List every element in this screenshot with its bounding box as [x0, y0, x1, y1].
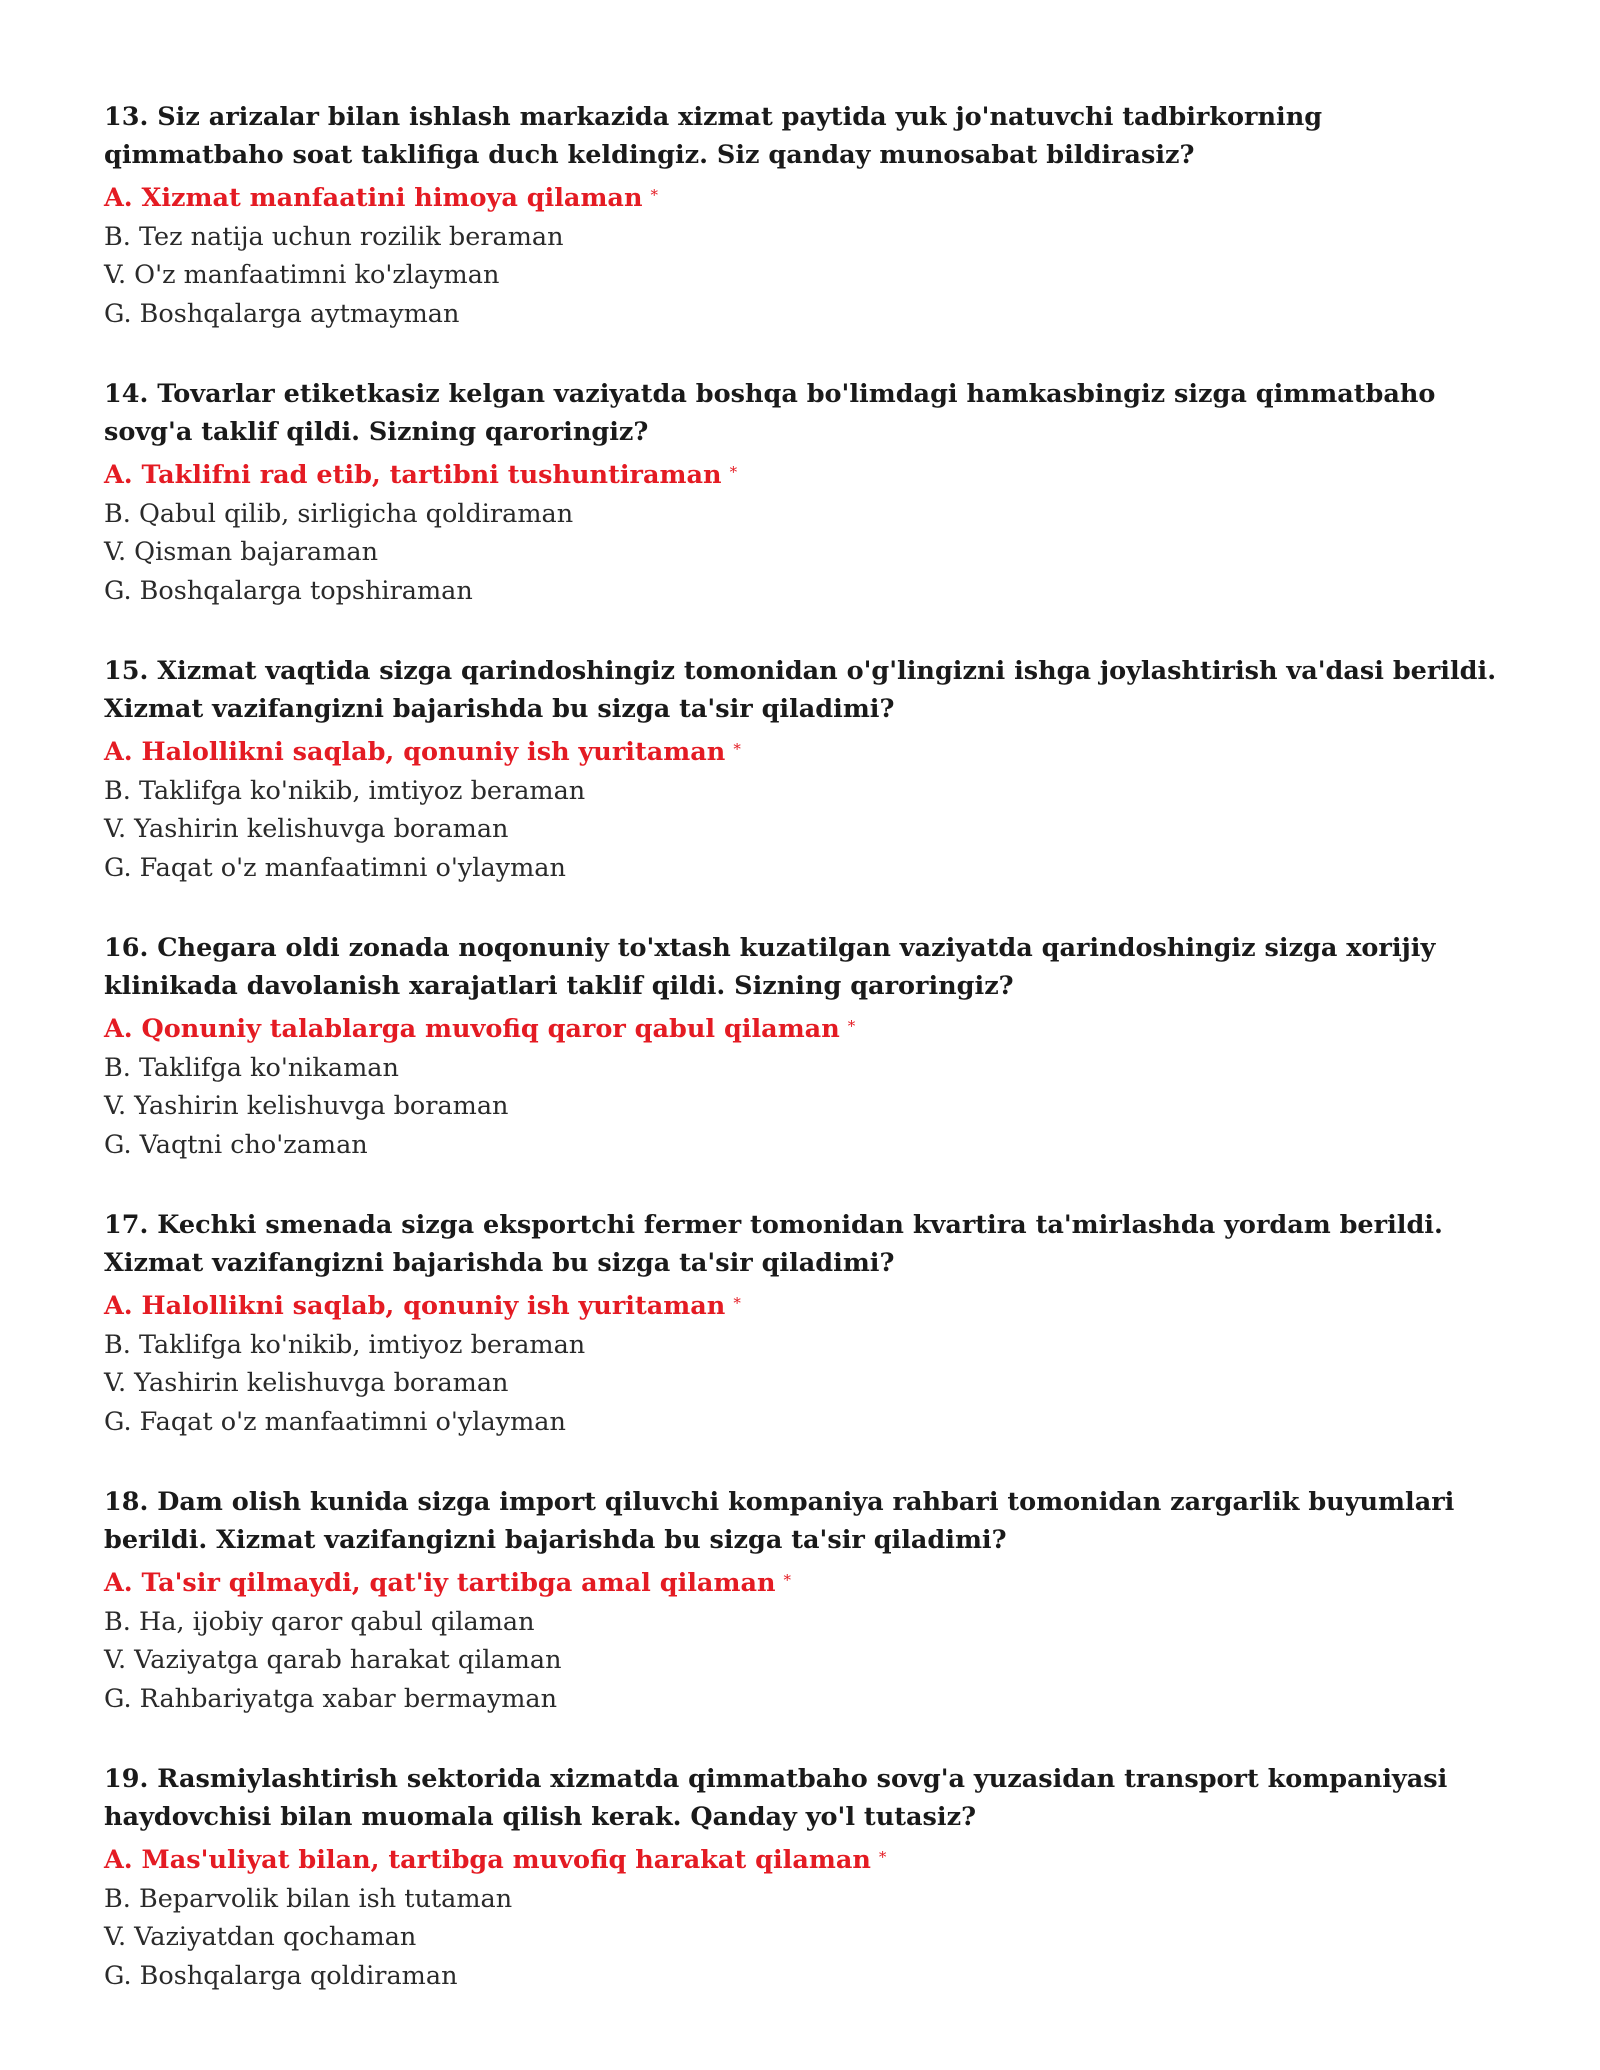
option-label: A. Mas'uliyat bilan, tartibga muvofiq harakat qilaman: [104, 1845, 871, 1875]
option-label: A. Halollikni saqlab, qonuniy ish yuritaman: [104, 1291, 726, 1321]
question-text: 15. Xizmat vaqtida sizga qarindoshingiz tomonidan o'g'lingizni ishga joylashtirish va'dasi berildi. Xizmat vazifangizni bajarishda bu sizga ta'sir qiladimi?: [104, 656, 1497, 724]
option-a-correct: [104, 1007, 1500, 1049]
correct-star-marker: *: [783, 1571, 792, 1589]
correct-star-marker: *: [650, 186, 658, 204]
option-v: V. Vaziyatdan qochaman: [104, 1922, 417, 1952]
option-label: A. Xizmat manfaatini himoya qilaman: [104, 183, 643, 213]
option-a-correct: [104, 730, 1500, 772]
option-b: B. Qabul qilib, sirligicha qoldiraman: [104, 498, 574, 529]
option-v: V. O'z manfaatimni ko'zlayman: [104, 260, 500, 290]
option-a-correct: [104, 176, 1500, 218]
option-label: A. Taklifni rad etib, tartibni tushuntiraman: [104, 460, 722, 490]
correct-star-marker: *: [733, 740, 741, 758]
option-g: G. Faqat o'z manfaatimni o'ylayman: [104, 1406, 566, 1437]
question-text: 13. Siz arizalar bilan ishlash markazida xizmat paytida yuk jo'natuvchi tadbirkorning qimmatbaho soat taklifiga duch keldingiz. Siz qanday munosabat bildirasiz?: [104, 102, 1323, 170]
option-a-correct: [104, 1561, 1500, 1603]
option-label: A. Ta'sir qilmaydi, qat'iy tartibga amal qilaman: [104, 1568, 776, 1598]
question-13: [104, 98, 1500, 333]
question-19: [104, 1760, 1500, 1995]
correct-star-marker: *: [733, 1294, 741, 1312]
question-18: [104, 1483, 1500, 1718]
question-16: [104, 929, 1500, 1164]
option-g: G. Boshqalarga aytmayman: [104, 298, 460, 329]
question-15: [104, 652, 1500, 887]
question-17: [104, 1206, 1500, 1441]
correct-star-marker: *: [847, 1017, 856, 1035]
correct-star-marker: *: [729, 463, 738, 481]
option-v: V. Yashirin kelishuvga boraman: [104, 1091, 509, 1121]
question-14: [104, 375, 1500, 610]
option-v: V. Qisman bajaraman: [104, 537, 379, 567]
option-v: V. Vaziyatga qarab harakat qilaman: [104, 1645, 562, 1675]
question-text: 19. Rasmiylashtirish sektorida xizmatda qimmatbaho sovg'a yuzasidan transport kompaniyasi haydovchisi bilan muomala qilish kerak. Qanday yo'l tutasiz?: [104, 1764, 1448, 1832]
option-a-correct: [104, 1284, 1500, 1326]
option-g: G. Boshqalarga qoldiraman: [104, 1960, 458, 1991]
option-g: G. Vaqtni cho'zaman: [104, 1129, 368, 1160]
option-label: A. Halollikni saqlab, qonuniy ish yuritaman: [104, 737, 726, 767]
option-g: G. Faqat o'z manfaatimni o'ylayman: [104, 852, 566, 883]
option-g: G. Rahbariyatga xabar bermayman: [104, 1683, 558, 1714]
option-b: B. Ha, ijobiy qaror qabul qilaman: [104, 1606, 535, 1637]
question-text: 16. Chegara oldi zonada noqonuniy to'xtash kuzatilgan vaziyatda qarindoshingiz sizga xorijiy klinikada davolanish xarajatlari taklif qildi. Sizning qaroringiz?: [104, 933, 1436, 1001]
option-label: A. Qonuniy talablarga muvofiq qaror qabul qilaman: [104, 1014, 840, 1044]
option-g: G. Boshqalarga topshiraman: [104, 575, 473, 606]
option-b: B. Beparvolik bilan ish tutaman: [104, 1883, 513, 1914]
question-text: 14. Tovarlar etiketkasiz kelgan vaziyatda boshqa bo'limdagi hamkasbingiz sizga qimmatbaho sovg'a taklif qildi. Sizning qaroringiz?: [104, 379, 1436, 447]
correct-star-marker: *: [878, 1848, 887, 1866]
option-b: B. Tez natija uchun rozilik beraman: [104, 221, 564, 252]
option-v: V. Yashirin kelishuvga boraman: [104, 1368, 509, 1398]
question-text: 17. Kechki smenada sizga eksportchi fermer tomonidan kvartira ta'mirlashda yordam berildi. Xizmat vazifangizni bajarishda bu sizga ta'sir qiladimi?: [104, 1210, 1443, 1278]
option-b: B. Taklifga ko'nikib, imtiyoz beraman: [104, 1329, 586, 1360]
option-a-correct: [104, 453, 1500, 495]
option-b: B. Taklifga ko'nikib, imtiyoz beraman: [104, 775, 586, 806]
option-b: B. Taklifga ko'nikaman: [104, 1052, 399, 1083]
option-v: V. Yashirin kelishuvga boraman: [104, 814, 509, 844]
option-a-correct: [104, 1838, 1500, 1880]
question-text: 18. Dam olish kunida sizga import qiluvchi kompaniya rahbari tomonidan zargarlik buyumlari berildi. Xizmat vazifangizni bajarishda bu sizga ta'sir qiladimi?: [104, 1487, 1455, 1555]
